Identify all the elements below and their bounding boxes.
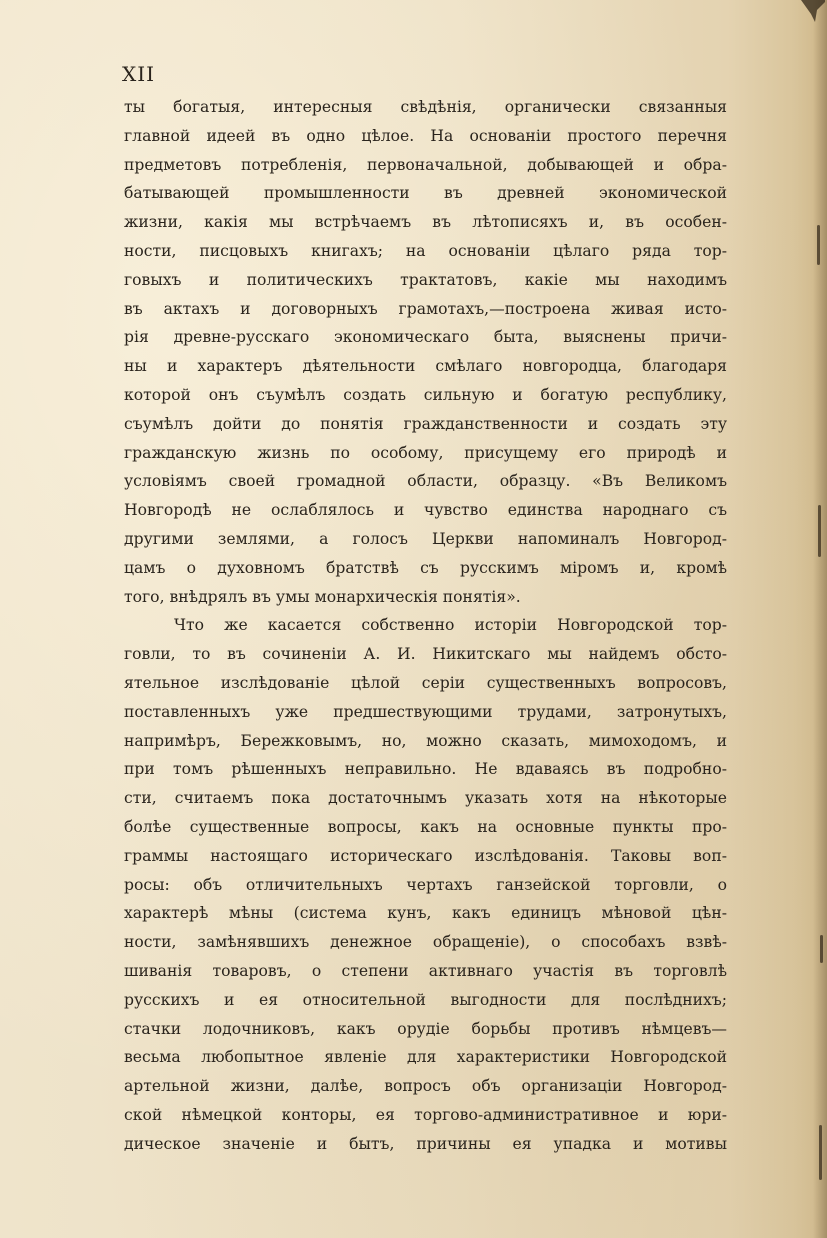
text-line: рія древне-русскаго экономическаго быта, выяснены причи-	[124, 328, 727, 347]
text-line: сти, считаемъ пока достаточнымъ указать хотя на нѣкоторые	[124, 789, 727, 808]
text-line: ятельное изслѣдованіе цѣлой серіи существенныхъ вопросовъ,	[124, 673, 727, 692]
text-line: стачки лодочниковъ, какъ орудіе борьбы противъ нѣмцевъ—	[124, 1019, 727, 1038]
text-line: съумѣлъ дойти до понятія гражданственности и создать эту	[124, 414, 727, 433]
text-line: при томъ рѣшенныхъ неправильно. Не вдаваясь въ подробно-	[124, 760, 727, 779]
text-line: того, внѣдрялъ въ умы монархическія понятія».	[124, 587, 521, 606]
text-line: росы: объ отличительныхъ чертахъ ганзейской торговли, о	[124, 875, 727, 894]
text-line: батывающей промышленности въ древней экономической	[124, 184, 727, 203]
text-line: жизни, какія мы встрѣчаемъ въ лѣтописяхъ и, въ особен-	[124, 213, 727, 232]
text-line: ности, замѣнявшихъ денежное обращеніе), о способахъ взвѣ-	[124, 933, 727, 952]
text-line: русскихъ и ея относительной выгодности для послѣднихъ;	[124, 990, 727, 1009]
text-line: говли, то въ сочиненіи А. И. Никитскаго мы найдемъ обсто-	[124, 645, 727, 664]
text-line: другими землями, а голосъ Церкви напоминалъ Новгород-	[124, 529, 727, 548]
text-line: весьма любопытное явленіе для характеристики Новгородской	[124, 1048, 727, 1067]
text-line: артельной жизни, далѣе, вопросъ объ организаціи Новгород-	[124, 1077, 727, 1096]
edge-stain	[820, 935, 823, 963]
edge-stain	[817, 225, 820, 265]
text-line: которой онъ съумѣлъ создать сильную и богатую республику,	[124, 385, 727, 404]
text-line: дическое значеніе и бытъ, причины ея упадка и мотивы	[124, 1134, 727, 1153]
paragraph	[124, 611, 727, 1158]
text-line: ны и характеръ дѣятельности смѣлаго новгородца, благодаря	[124, 357, 727, 376]
text-line: въ актахъ и договорныхъ грамотахъ,—построена живая исто-	[124, 299, 727, 318]
text-line: ты богатыя, интересныя свѣдѣнія, органически связанныя	[124, 98, 727, 116]
torn-corner-mark	[795, 0, 825, 24]
text-line: предметовъ потребленія, первоначальной, добывающей и обра-	[124, 155, 727, 174]
text-line: напримѣръ, Бережковымъ, но, можно сказать, мимоходомъ, и	[124, 731, 727, 750]
body-text	[124, 93, 727, 1158]
text-line: главной идеей въ одно цѣлое. На основаніи простого перечня	[124, 126, 727, 145]
text-line: говыхъ и политическихъ трактатовъ, какіе мы находимъ	[124, 270, 727, 289]
text-line: Что же касается собственно исторіи Новгородской тор-	[174, 616, 727, 635]
text-line: характерѣ мѣны (система кунъ, какъ единицъ мѣновой цѣн-	[124, 904, 727, 923]
edge-stain	[819, 1125, 822, 1180]
text-line: поставленныхъ уже предшествующими трудами, затронутыхъ,	[124, 702, 727, 721]
text-line: ской нѣмецкой конторы, ея торгово-административное и юри-	[124, 1105, 727, 1124]
text-line: гражданскую жизнь по особому, присущему его природѣ и	[124, 443, 727, 462]
text-line: болѣе существенные вопросы, какъ на основные пункты про-	[124, 817, 727, 836]
text-line: шиванія товаровъ, о степени активнаго участія въ торговлѣ	[124, 961, 727, 980]
page-edge-shadow	[813, 0, 827, 1238]
text-line: Новгородѣ не ослаблялось и чувство единства народнаго съ	[124, 501, 727, 520]
text-line: граммы настоящаго историческаго изслѣдованія. Таковы воп-	[124, 846, 727, 865]
edge-stain	[818, 505, 821, 557]
text-line: цамъ о духовномъ братствѣ съ русскимъ міромъ и, кромѣ	[124, 558, 727, 577]
text-line: ности, писцовыхъ книгахъ; на основаніи цѣлаго ряда тор-	[124, 241, 727, 260]
text-line: условіямъ своей громадной области, образцу. «Въ Великомъ	[124, 472, 727, 491]
paragraph	[124, 93, 727, 611]
page-number: XII	[122, 62, 156, 86]
